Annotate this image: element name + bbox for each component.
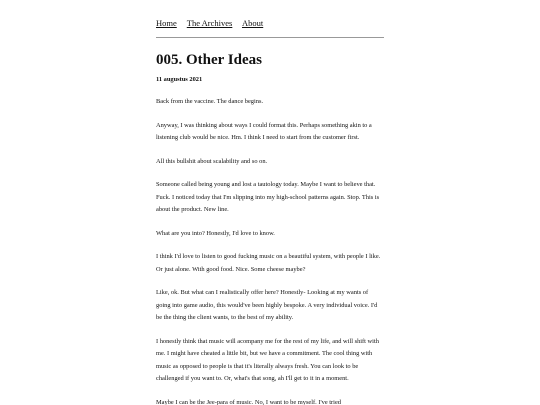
nav-link-about[interactable]: About bbox=[241, 18, 264, 28]
nav-link-home[interactable]: Home bbox=[156, 18, 177, 28]
post-paragraph: Anyway, I was thinking about ways I could format this. Perhaps something akin to a listening club would be nice. Hm. I think I need to start from the customer first. bbox=[156, 121, 372, 141]
post-paragraph: What are you into? Honestly, I'd love to know. bbox=[156, 229, 275, 237]
nav-link-archives[interactable]: The Archives bbox=[186, 18, 233, 28]
header-divider bbox=[156, 37, 384, 38]
post-date: 11 augustus 2021 bbox=[156, 76, 203, 83]
post-paragraph: All this bullshit about scalability and so on. bbox=[156, 157, 268, 165]
post-paragraph: I think I'd love to listen to good fucking music on a beautiful system, with people I like. Or just alone. With good food. Nice. Some cheese maybe? bbox=[156, 253, 381, 273]
post-paragraph: Maybe I can be the Jee-para of music. No, I want to be myself. I've tried bbox=[156, 398, 341, 405]
site-nav bbox=[156, 18, 271, 28]
post-title: 005. Other Ideas bbox=[156, 52, 262, 68]
post-paragraph: Someone called being young and lost a tautology today. Maybe I want to believe that. Fuck. I noticed today that I'm slipping into my high-school patterns again. Stop. This is about the product. New line. bbox=[156, 181, 380, 213]
post-paragraph: Like, ok. But what can I realistically offer here? Honestly- Looking at my wants of going into game audio, this would've been highly bespoke. A very individual voice. I'd be the thing the client wants, to the best of my ability. bbox=[156, 289, 378, 321]
post-body bbox=[156, 96, 384, 405]
post-paragraph: Back from the vaccine. The dance begins. bbox=[156, 98, 264, 105]
post-paragraph: I honestly think that music will acompany me for the rest of my life, and will shift with me. I might have cheated a little bit, but we have a commitment. The cool thing with music as opposed to people is that it's literally always fresh. You can look to be challenged if you want to. Or, what's that song, ah I'll get to it in a moment. bbox=[156, 337, 379, 382]
